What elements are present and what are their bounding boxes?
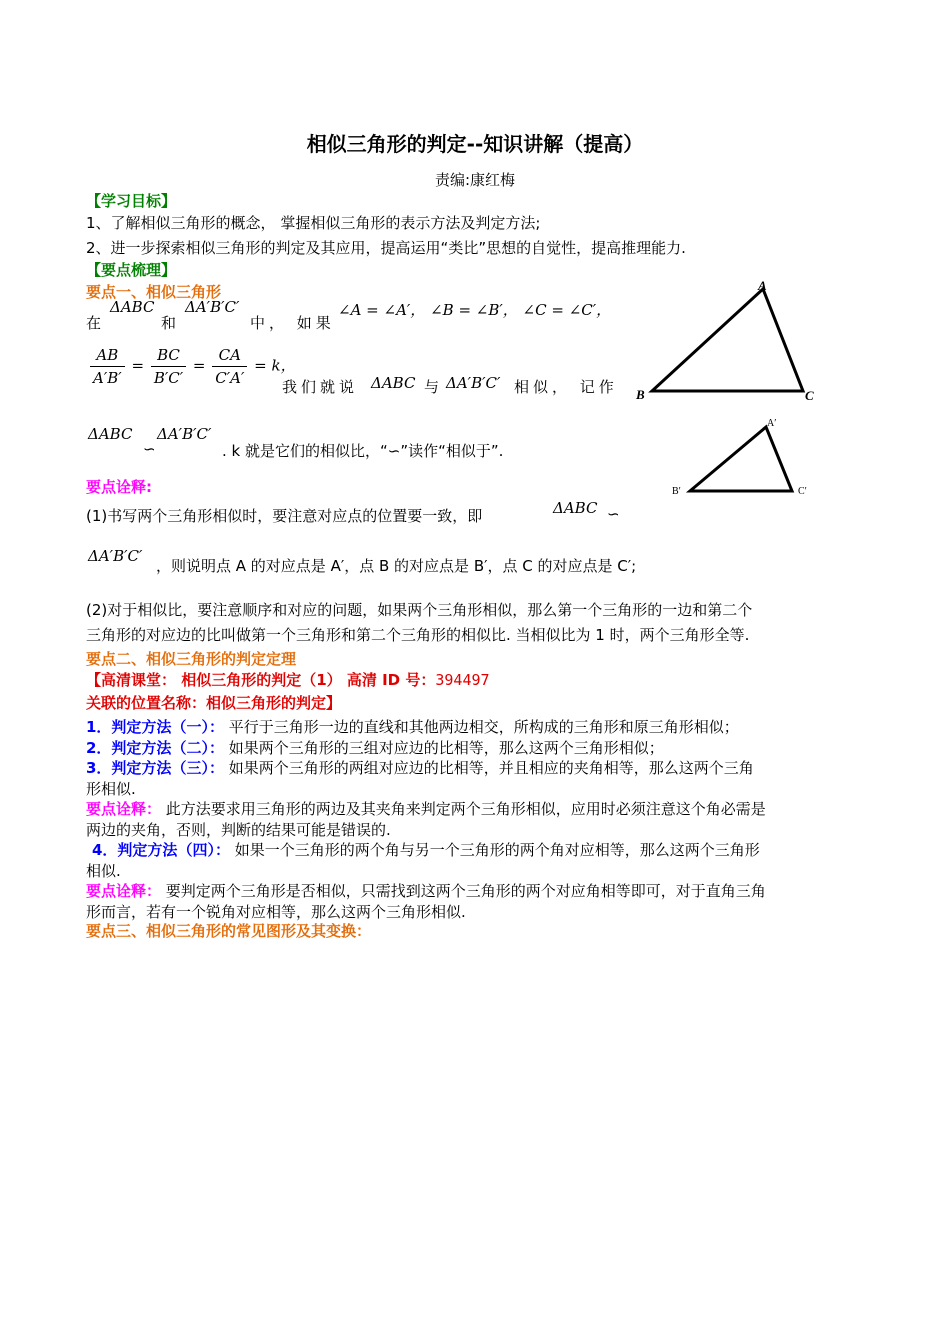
p2-text1: 我们就说	[282, 378, 359, 396]
note-method-3-cont: 两边的夹角，否则，判断的结果可能是错误的.	[86, 821, 391, 839]
p1-zai: 在	[86, 314, 102, 332]
point1-heading: 要点一、相似三角形	[86, 283, 222, 301]
p2-triangle-prime: ΔA′B′C′	[446, 374, 501, 392]
triangle-abc-shape	[652, 289, 803, 391]
method-4: 4．判定方法（四）： 如果一个三角形的两个角与另一个三角形的两个角对应相等，那么这两个三角形	[92, 841, 760, 859]
hd-classroom-line: 【高清课堂： 相似三角形的判定（1） 高清 ID 号：394497	[86, 671, 490, 689]
p2-text2: 相似， 记作	[514, 378, 618, 396]
point2-heading: 要点二、相似三角形的判定定理	[86, 650, 297, 668]
note1-item2-line1: (2)对于相似比，要注意顺序和对应的问题，如果两个三角形相似，那么第一个三角形的一边和第二个	[86, 601, 753, 619]
fraction-1: $\frac{AB}{A'B'}$	[90, 346, 125, 387]
point3-heading: 要点三、相似三角形的常见图形及其变换：	[86, 922, 372, 940]
p1-he: 和	[161, 314, 177, 332]
page-title: 相似三角形的判定--知识讲解（提高）	[306, 132, 644, 156]
label-a-prime: A′	[767, 418, 777, 429]
p3-sim: ∽	[143, 440, 156, 458]
method-1: 1．判定方法（一）： 平行于三角形一边的直线和其他两边相交，所构成的三角形和原三角形相似；	[86, 718, 739, 736]
p1-triangle-prime: ΔA′B′C′	[185, 298, 240, 316]
fraction-3: $\frac{CA}{C'A'}$	[212, 346, 247, 387]
note1-triangle-abc: ΔABC	[553, 499, 598, 517]
note-method-4: 要点诠释： 要判定两个三角形是否相似，只需找到这两个三角形的两个对应角相等即可，对于直角三角	[86, 882, 766, 900]
goal-item-1: 1、了解相似三角形的概念， 掌握相似三角形的表示方法及判定方法;	[86, 214, 541, 232]
method-2: 2．判定方法（二）： 如果两个三角形的三组对应边的比相等，那么这两个三角形相似；	[86, 739, 664, 757]
label-a: A	[758, 278, 767, 293]
p1-zhong: 中， 如果	[250, 314, 335, 332]
note1-item2-line2: 三角形的对应边的比叫做第一个三角形和第二个三角形的相似比. 当相似比为 1 时，两个三角形全等.	[86, 626, 750, 644]
goal-item-2: 2、进一步探索相似三角形的判定及其应用，提高运用“类比”思想的自觉性，提高推理能力.	[86, 239, 686, 257]
editor-line: 责编:康红梅	[434, 171, 516, 189]
note1-heading: 要点诠释:	[86, 478, 152, 496]
note1-triangle-prime: ΔA′B′C′	[88, 547, 143, 565]
ratio-equation: $\frac{AB}{A'B'}$ = $\frac{BC}{B'C'}$ = $\frac{CA}{C'A'}$ = k，	[88, 346, 296, 387]
related-position: 关联的位置名称：相似三角形的判定】	[86, 694, 342, 712]
label-b-prime: B′	[672, 486, 681, 497]
p1-triangle-abc: ΔABC	[110, 298, 155, 316]
goals-heading: 【学习目标】	[86, 192, 177, 210]
note1-sim: ∽	[607, 505, 620, 523]
p1-angles: ∠A = ∠A′， ∠B = ∠B′， ∠C = ∠C′，	[338, 301, 612, 319]
p3-triangle-abc: ΔABC	[88, 425, 133, 443]
p2-yu: 与	[424, 378, 440, 396]
label-c-prime: C′	[798, 486, 807, 497]
p3-triangle-prime: ΔA′B′C′	[157, 425, 212, 443]
similar-triangles-figure	[630, 275, 820, 505]
method-4-cont: 相似.	[86, 862, 121, 880]
fraction-2: $\frac{BC}{B'C'}$	[151, 346, 186, 387]
triangle-prime-shape	[690, 427, 792, 491]
p3-text: . k 就是它们的相似比，“∽”读作“相似于”.	[222, 442, 504, 460]
method-3-cont: 形相似.	[86, 780, 136, 798]
note-method-4-cont: 形而言，若有一个锐角对应相等，那么这两个三角形相似.	[86, 903, 466, 921]
outline-heading: 【要点梳理】	[86, 261, 177, 279]
note-method-3: 要点诠释： 此方法要求用三角形的两边及其夹角来判定两个三角形相似，应用时必须注意这个角必需是	[86, 800, 766, 818]
label-b: B	[636, 387, 645, 402]
p2-triangle-abc: ΔABC	[371, 374, 416, 392]
method-3: 3．判定方法（三）： 如果两个三角形的两组对应边的比相等，并且相应的夹角相等，那么这两个三角	[86, 759, 754, 777]
note1-item1-b: ，则说明点 A 的对应点是 A′，点 B 的对应点是 B′，点 C 的对应点是 C′;	[156, 557, 637, 575]
label-c: C	[805, 388, 814, 403]
note1-item1-a: (1)书写两个三角形相似时，要注意对应点的位置要一致，即	[86, 507, 483, 525]
